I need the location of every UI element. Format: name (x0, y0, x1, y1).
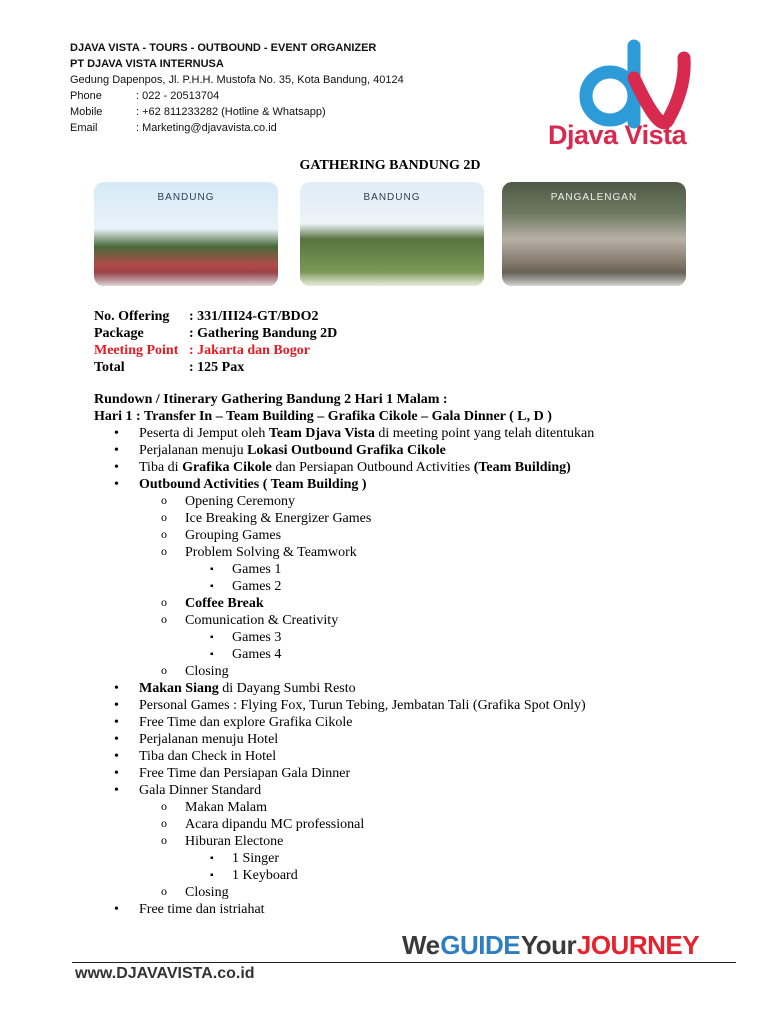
circle-bullet-icon: o (161, 663, 167, 677)
offer-value: : 331/III24-GT/BDO2 (189, 309, 319, 324)
circle-bullet-icon: o (161, 612, 167, 626)
sub-sub-list-item: ▪ Games 4 (210, 647, 282, 662)
sub-list-item: o Hiburan Electone (161, 833, 284, 849)
contact-label: Mobile (70, 106, 103, 118)
offer-number-row (94, 308, 337, 325)
list-item: • Perjalanan menuju Lokasi Outbound Grafika Cikole (114, 443, 446, 458)
sub-sub-list-item: ▪ Games 1 (210, 562, 282, 577)
footer-tagline (402, 930, 699, 961)
sub-list-item: o Closing (161, 663, 229, 679)
sub-list-item: o Problem Solving & Teamwork (161, 544, 357, 560)
offer-label: Package (94, 326, 144, 341)
total-row (94, 359, 337, 376)
photo-bandung-2 (300, 182, 484, 286)
photo-pangalengan (502, 182, 686, 286)
contact-label: Email (70, 122, 98, 134)
company-header (70, 40, 404, 136)
list-item: • Outbound Activities ( Team Building ) (114, 477, 367, 492)
company-address: Gedung Dapenpos, Jl. P.H.H. Mustofa No. 35, Kota Bandung, 40124 (70, 74, 404, 86)
circle-bullet-icon: o (161, 510, 167, 524)
tagline-we: We (402, 930, 440, 960)
circle-bullet-icon: o (161, 816, 167, 830)
package-row (94, 325, 337, 342)
circle-bullet-icon: o (161, 595, 167, 609)
sub-list-item: o Makan Malam (161, 799, 268, 815)
company-pt-name: PT DJAVA VISTA INTERNUSA (70, 58, 224, 70)
offer-label: Total (94, 360, 125, 375)
photo-caption: PANGALENGAN (550, 192, 638, 203)
circle-bullet-icon: o (161, 833, 167, 847)
bullet-icon: • (114, 783, 119, 798)
sub-sub-list-item: ▪ 1 Keyboard (210, 868, 298, 883)
contact-value: : 022 - 20513704 (136, 90, 220, 102)
bullet-icon: • (114, 460, 119, 475)
footer-website: www.DJAVAVISTA.co.id (75, 965, 255, 982)
tagline-journey: JOURNEY (576, 930, 700, 960)
square-bullet-icon: ▪ (210, 870, 214, 881)
square-bullet-icon: ▪ (210, 564, 214, 575)
rundown-heading: Rundown / Itinerary Gathering Bandung 2 Hari 1 Malam : (94, 392, 448, 407)
photo-bandung-1 (94, 182, 278, 286)
square-bullet-icon: ▪ (210, 632, 214, 643)
offer-info (94, 308, 337, 376)
list-item: • Makan Siang di Dayang Sumbi Resto (114, 681, 356, 696)
list-item: • Perjalanan menuju Hotel (114, 732, 279, 747)
bullet-icon: • (114, 443, 119, 458)
sub-sub-list-item: ▪ 1 Singer (210, 851, 280, 866)
list-item: • Peserta di Jemput oleh Team Djava Vista di meeting point yang telah ditentukan (114, 426, 595, 441)
meeting-point-row (94, 342, 337, 359)
list-item: • Tiba dan Check in Hotel (114, 749, 277, 764)
list-item: • Personal Games : Flying Fox, Turun Tebing, Jembatan Tali (Grafika Spot Only) (114, 698, 586, 713)
sub-list-item: o Coffee Break (161, 595, 264, 611)
sub-sub-list-item: ▪ Games 2 (210, 579, 282, 594)
circle-bullet-icon: o (161, 799, 167, 813)
circle-bullet-icon: o (161, 527, 167, 541)
list-item: • Tiba di Grafika Cikole dan Persiapan Outbound Activities (Team Building) (114, 460, 571, 475)
offer-value: : Jakarta dan Bogor (189, 343, 310, 358)
footer-divider (72, 962, 736, 963)
square-bullet-icon: ▪ (210, 581, 214, 592)
sub-list-item: o Acara dipandu MC professional (161, 816, 365, 832)
sub-list-item: o Comunication & Creativity (161, 612, 339, 628)
bullet-icon: • (114, 698, 119, 713)
sub-sub-list-item: ▪ Games 3 (210, 630, 282, 645)
contact-mobile (70, 104, 404, 120)
bullet-icon: • (114, 681, 119, 696)
offer-label: Meeting Point (94, 343, 179, 358)
square-bullet-icon: ▪ (210, 853, 214, 864)
bullet-icon: • (114, 766, 119, 781)
day1-heading: Hari 1 : Transfer In – Team Building – Grafika Cikole – Gala Dinner ( L, D ) (94, 409, 552, 424)
sub-list-item: o Opening Ceremony (161, 493, 296, 509)
offer-value: : 125 Pax (189, 360, 245, 375)
list-item: • Free Time dan explore Grafika Cikole (114, 715, 353, 730)
list-item: • Free Time dan Persiapan Gala Dinner (114, 766, 351, 781)
page-title: GATHERING BANDUNG 2D (299, 158, 481, 173)
company-line: DJAVA VISTA - TOURS - OUTBOUND - EVENT ORGANIZER (70, 42, 377, 54)
bullet-icon: • (114, 426, 119, 441)
tagline-guide: GUIDE (440, 930, 521, 960)
logo-wordmark: Djava Vista (548, 120, 687, 150)
offer-label: No. Offering (94, 309, 170, 324)
photo-caption: BANDUNG (363, 192, 421, 203)
bullet-icon: • (114, 902, 119, 917)
bullet-icon: • (114, 715, 119, 730)
sub-list-item: o Grouping Games (161, 527, 282, 543)
circle-bullet-icon: o (161, 544, 167, 558)
bullet-icon: • (114, 477, 119, 492)
tagline-your: Your (520, 930, 577, 960)
contact-label: Phone (70, 90, 102, 102)
bullet-icon: • (114, 732, 119, 747)
contact-value: : Marketing@djavavista.co.id (136, 122, 277, 134)
contact-value: : +62 811233282 (Hotline & Whatsapp) (136, 106, 326, 118)
circle-bullet-icon: o (161, 493, 167, 507)
list-item: • Free time dan istriahat (114, 902, 265, 917)
list-item: • Gala Dinner Standard (114, 783, 262, 798)
circle-bullet-icon: o (161, 884, 167, 898)
photo-caption: BANDUNG (157, 192, 215, 203)
sub-list-item: o Ice Breaking & Energizer Games (161, 510, 372, 526)
contact-phone (70, 88, 404, 104)
bullet-icon: • (114, 749, 119, 764)
sub-list-item: o Closing (161, 884, 229, 900)
square-bullet-icon: ▪ (210, 649, 214, 660)
contact-email (70, 120, 404, 136)
offer-value: : Gathering Bandung 2D (189, 326, 338, 341)
itinerary (94, 391, 714, 918)
